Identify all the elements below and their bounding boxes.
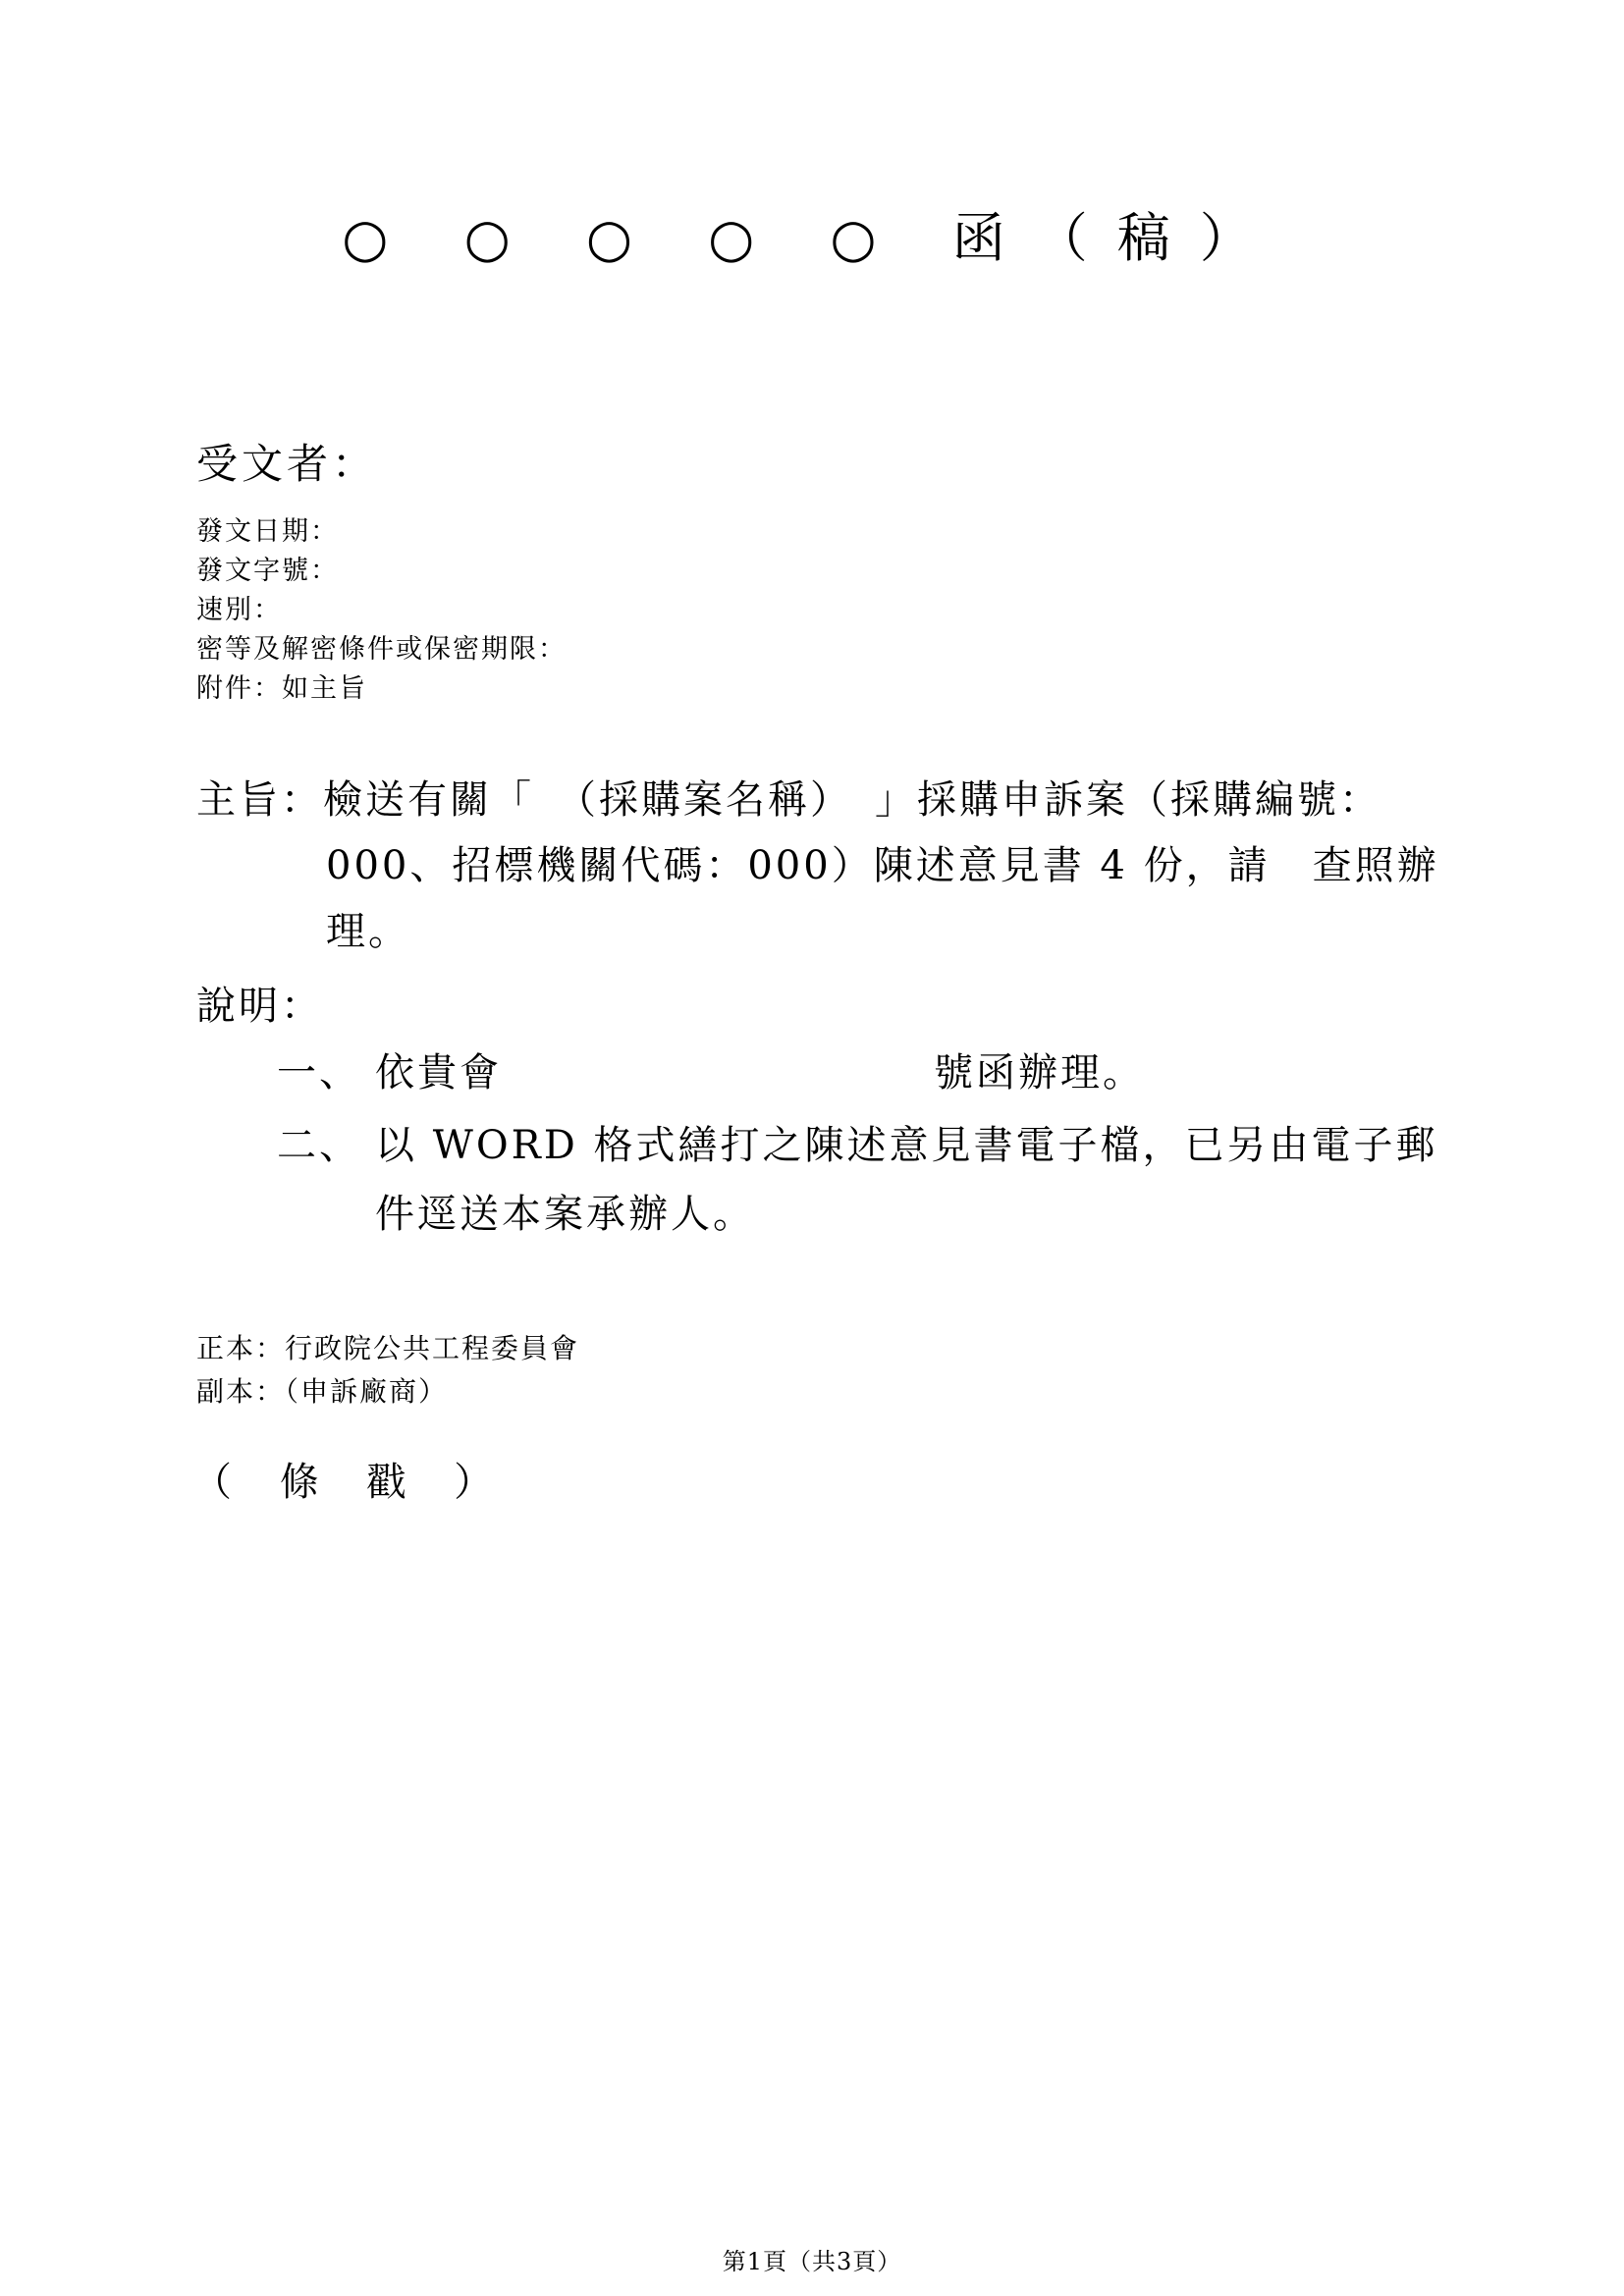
explanation-item-2: [277, 1111, 1438, 1249]
subject-line-1: 主旨：檢送有關「 （採購案名稱） 」採購申訴案（採購編號：: [196, 777, 1381, 823]
subject-line-2: 000、招標機關代碼：000）陳述意見書 4 份，請 查照辦: [326, 843, 1439, 888]
stamp-placeholder: （ 條 戳 ）: [192, 1460, 512, 1505]
send-number-label: 發文字號：: [196, 556, 339, 586]
explanation-item-1-number: 一、: [277, 1050, 361, 1095]
document-meta: [196, 512, 567, 709]
explanation-item-1: [277, 1039, 1145, 1107]
explanation-item-2-number: 二、: [277, 1123, 361, 1168]
confidentiality-label: 密等及解密條件或保密期限：: [196, 634, 567, 665]
subject-section: [196, 768, 1448, 965]
explanation-item-1-part1: 依貴會: [375, 1050, 502, 1095]
explanation-label: 說明：: [196, 984, 323, 1029]
explanation-item-2-line2: 件逕送本案承辦人。: [375, 1192, 755, 1237]
original-copy: 正本：行政院公共工程委員會: [196, 1332, 580, 1364]
recipient-label: 受文者：: [196, 440, 378, 488]
explanation-item-1-part2: 號函辦理。: [934, 1050, 1145, 1095]
page-footer: 第1頁（共3頁）: [722, 2248, 902, 2275]
carbon-copy: 副本：（申訴廠商）: [196, 1375, 449, 1408]
document-title: ○ ○ ○ ○ ○ 函（稿）: [342, 207, 1282, 269]
subject-line-3: 理。: [326, 909, 410, 954]
distribution-section: [196, 1327, 579, 1414]
explanation-item-2-line1: 以 WORD 格式繕打之陳述意見書電子檔，已另由電子郵: [375, 1123, 1438, 1168]
attachment-label: 附件：如主旨: [196, 673, 367, 704]
send-date-label: 發文日期：: [196, 516, 339, 547]
speed-label: 速別：: [196, 595, 282, 625]
